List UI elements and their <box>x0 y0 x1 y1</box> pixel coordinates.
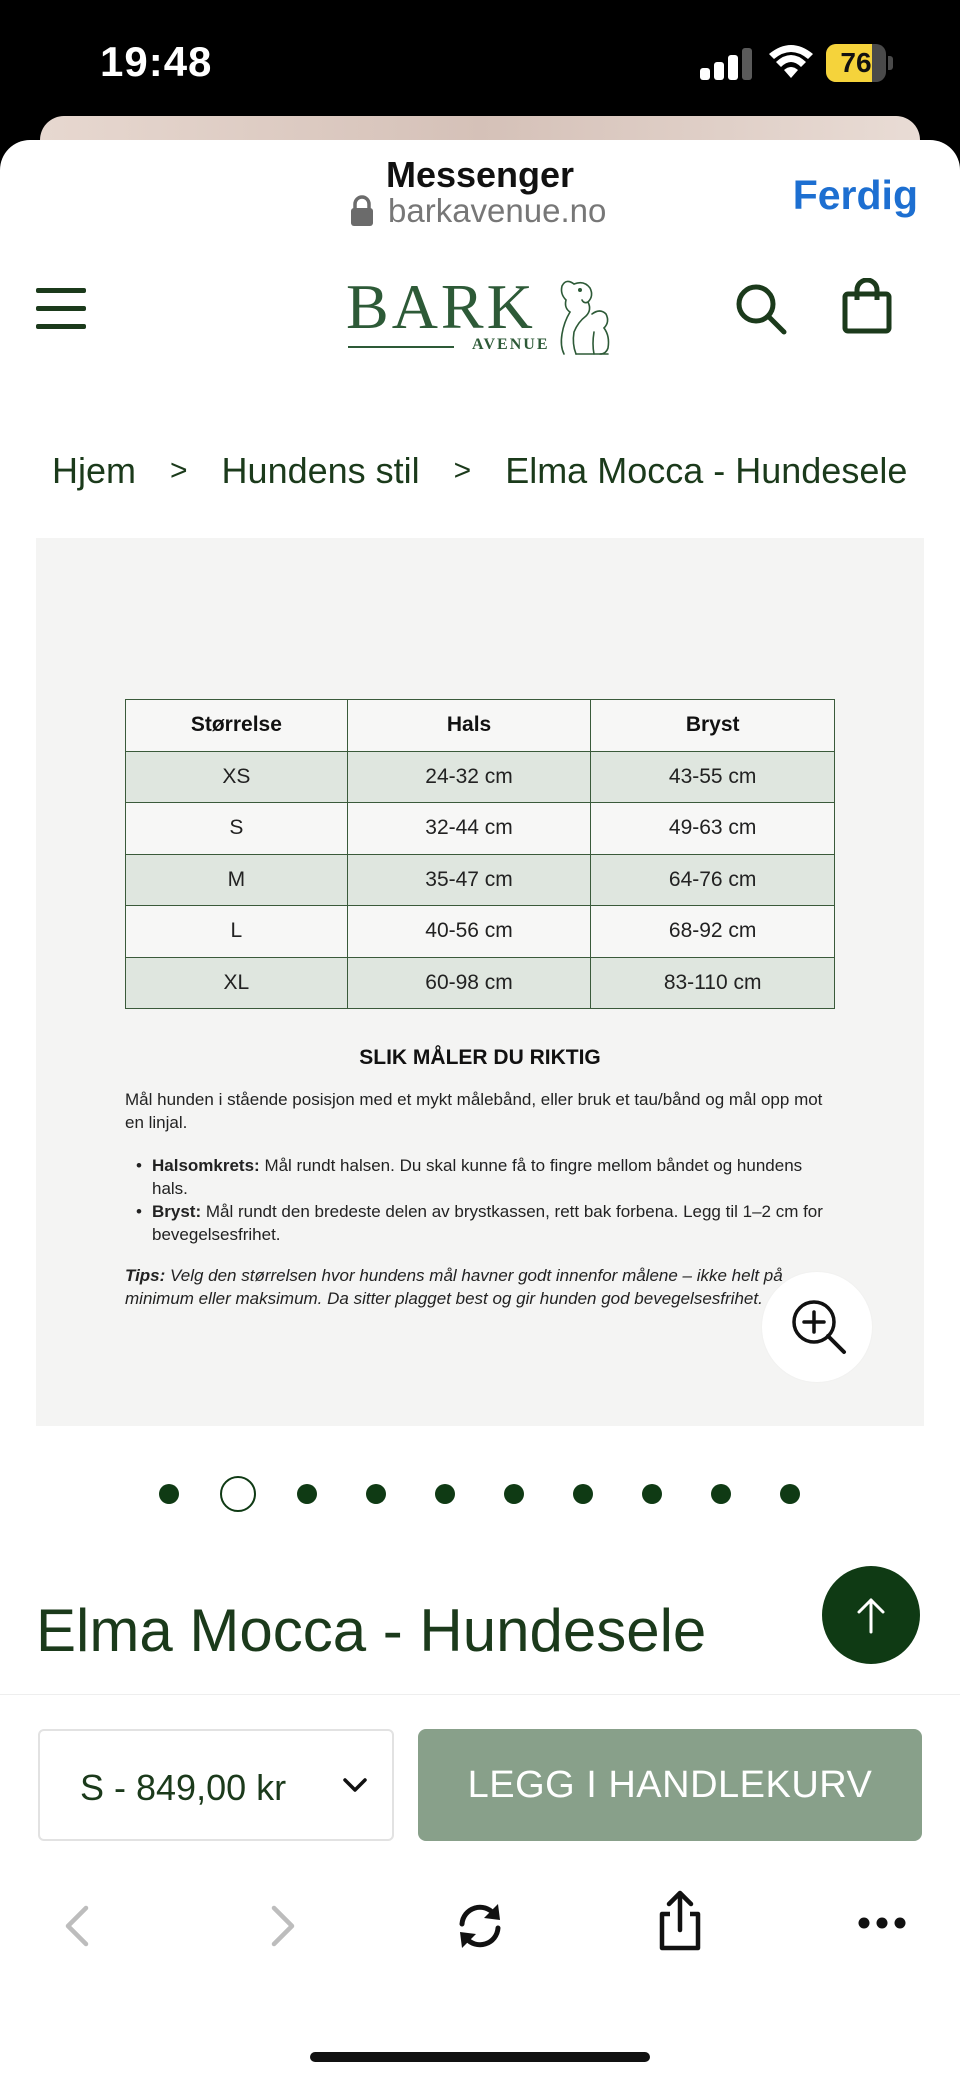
more-options-icon[interactable] <box>858 1916 906 1930</box>
table-cell: 40-56 cm <box>347 906 591 958</box>
carousel-dot-active[interactable] <box>220 1476 256 1512</box>
chest-text: Mål rundt den bredeste delen av brystkassen, rett bak forbena. Legg til 1–2 cm for bevegelsesfrihet. <box>152 1202 823 1244</box>
breadcrumb-category[interactable]: Hundens stil <box>221 450 420 491</box>
carousel-dot[interactable] <box>573 1484 593 1504</box>
search-icon[interactable] <box>734 282 788 336</box>
table-cell: M <box>126 854 348 906</box>
forward-arrow-icon[interactable] <box>266 1904 298 1948</box>
browser-sheet <box>0 140 960 2078</box>
add-to-cart-button[interactable]: LEGG I HANDLEKURV <box>418 1729 922 1841</box>
breadcrumb-separator: > <box>453 454 472 487</box>
table-cell: XS <box>126 751 348 803</box>
logo-rule <box>348 346 454 348</box>
carousel-dot[interactable] <box>780 1484 800 1504</box>
logo-wordmark: BARK <box>346 271 536 342</box>
measure-tip <box>125 1264 825 1310</box>
add-to-cart-bar <box>0 1694 960 1854</box>
chest-label: Bryst: <box>152 1202 202 1221</box>
menu-icon[interactable] <box>36 288 88 330</box>
neck-text: Mål rundt halsen. Du skal kunne få to fingre mellom båndet og hundens hals. <box>152 1156 803 1198</box>
measure-intro: Mål hunden i stående posisjon med et mykt målebånd, eller bruk et tau/bånd og mål opp mot en linjal. <box>125 1090 823 1132</box>
table-cell: 35-47 cm <box>347 854 591 906</box>
share-icon[interactable] <box>656 1890 704 1952</box>
carousel-dot[interactable] <box>504 1484 524 1504</box>
table-row <box>126 957 835 1009</box>
battery-percent: 76 <box>840 47 872 78</box>
browser-url-bar[interactable] <box>350 192 606 230</box>
measure-title: SLIK MÅLER DU RIKTIG <box>359 1046 601 1069</box>
battery-indicator <box>826 44 894 82</box>
done-button[interactable]: Ferdig <box>792 172 918 218</box>
table-cell: 60-98 cm <box>347 957 591 1009</box>
lock-icon <box>350 195 374 227</box>
browser-app-title: Messenger <box>385 154 575 195</box>
image-carousel-dots <box>0 1474 960 1514</box>
table-header-row <box>126 700 835 752</box>
carousel-dot[interactable] <box>435 1484 455 1504</box>
size-chart-table <box>125 699 835 1009</box>
table-cell: 68-92 cm <box>591 906 835 958</box>
chevron-down-icon <box>342 1775 368 1795</box>
table-cell: 43-55 cm <box>591 751 835 803</box>
table-cell: 49-63 cm <box>591 803 835 855</box>
carousel-dot[interactable] <box>711 1484 731 1504</box>
breadcrumb-current: Elma Mocca - Hundesele <box>505 450 908 491</box>
table-cell: XL <box>126 957 348 1009</box>
table-cell: S <box>126 803 348 855</box>
home-indicator <box>310 2052 650 2062</box>
logo-subtext: AVENUE <box>472 336 550 353</box>
scroll-to-top-button[interactable] <box>822 1566 920 1664</box>
reload-icon[interactable] <box>454 1900 506 1952</box>
breadcrumb-home[interactable]: Hjem <box>52 450 137 491</box>
breadcrumb <box>52 450 907 492</box>
carousel-dot[interactable] <box>366 1484 386 1504</box>
zoom-in-icon <box>762 1272 872 1382</box>
carousel-dot[interactable] <box>297 1484 317 1504</box>
product-image-size-chart[interactable] <box>36 538 924 1426</box>
table-cell: L <box>126 906 348 958</box>
table-row <box>126 751 835 803</box>
table-row <box>126 906 835 958</box>
tip-label: Tips: <box>125 1266 166 1285</box>
status-bar <box>0 0 960 130</box>
table-cell: 24-32 cm <box>347 751 591 803</box>
column-header: Størrelse <box>126 700 348 752</box>
carousel-dot[interactable] <box>159 1484 179 1504</box>
list-item <box>152 1200 842 1246</box>
bark-avenue-logo[interactable] <box>344 266 624 366</box>
browser-url-text: barkavenue.no <box>388 192 607 229</box>
breadcrumb-separator: > <box>170 454 188 487</box>
product-title: Elma Mocca - Hundesele <box>36 1597 707 1664</box>
cellular-signal-icon <box>700 48 754 80</box>
back-arrow-icon[interactable] <box>62 1904 94 1948</box>
zoom-button[interactable] <box>762 1272 872 1382</box>
carousel-dot[interactable] <box>642 1484 662 1504</box>
neck-label: Halsomkrets: <box>152 1156 260 1175</box>
browser-toolbar <box>0 1854 960 2078</box>
table-row <box>126 803 835 855</box>
wifi-icon <box>768 44 814 80</box>
variant-select[interactable] <box>38 1729 394 1841</box>
arrow-up-icon <box>822 1566 920 1664</box>
status-time: 19:48 <box>100 38 213 85</box>
measure-list <box>152 1154 842 1246</box>
table-cell: 83-110 cm <box>591 957 835 1009</box>
shopping-bag-icon[interactable] <box>842 278 892 334</box>
variant-selected-value: S - 849,00 kr <box>80 1767 287 1808</box>
table-cell: 64-76 cm <box>591 854 835 906</box>
tip-text: Velg den størrelsen hvor hundens mål havner godt innenfor målene – ikke helt på minimum eller maksimum. Da sitter plagget best og gir hunden god bevegelsesfrihet. <box>125 1266 783 1308</box>
dog-cat-logo-icon <box>552 274 616 358</box>
table-row <box>126 854 835 906</box>
table-cell: 32-44 cm <box>347 803 591 855</box>
column-header: Bryst <box>591 700 835 752</box>
list-item <box>152 1154 842 1200</box>
column-header: Hals <box>347 700 591 752</box>
